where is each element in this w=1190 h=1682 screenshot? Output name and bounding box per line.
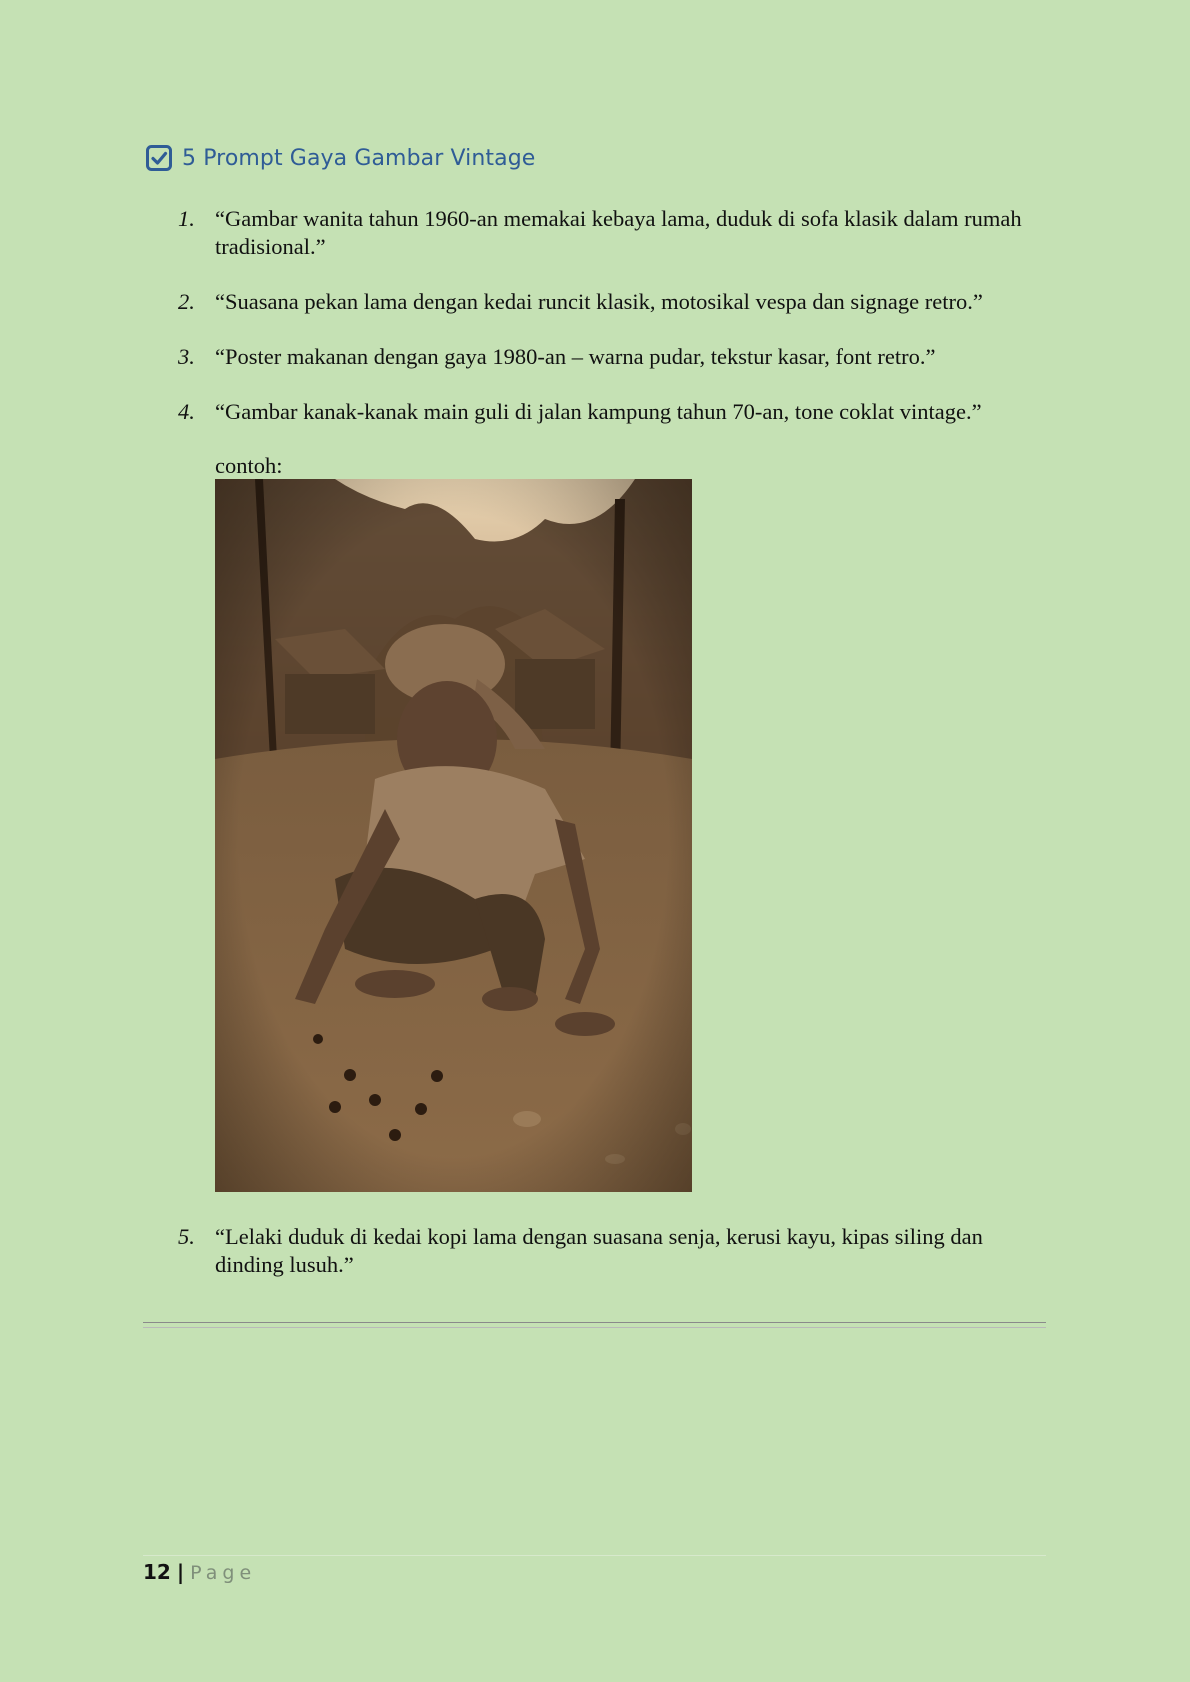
list-number: 2. — [178, 289, 195, 314]
footer-separator: | — [176, 1560, 185, 1584]
list-number: 5. — [178, 1224, 195, 1249]
list-text: “Gambar kanak-kanak main guli di jalan kampung tahun 70-an, tone coklat vintage.” — [215, 399, 982, 424]
horizontal-rule — [143, 1322, 1046, 1328]
section-heading — [145, 144, 535, 172]
checkbox-checked-icon — [145, 144, 173, 172]
section-title: 5 Prompt Gaya Gambar Vintage — [182, 145, 536, 171]
footer-divider — [143, 1555, 1046, 1556]
list-text: “Lelaki duduk di kedai kopi lama dengan suasana senja, kerusi kayu, kipas siling dan dinding lusuh.” — [215, 1224, 983, 1277]
vintage-photo-illustration — [215, 479, 692, 1192]
page-word: Page — [190, 1562, 257, 1584]
list-number: 1. — [178, 206, 195, 231]
example-label: contoh: — [215, 453, 283, 478]
list-number: 3. — [178, 344, 195, 369]
list-text: “Gambar wanita tahun 1960-an memakai kebaya lama, duduk di sofa klasik dalam rumah tradisional.” — [215, 206, 1022, 259]
example-photo — [215, 479, 692, 1192]
list-text: “Suasana pekan lama dengan kedai runcit klasik, motosikal vespa dan signage retro.” — [215, 289, 983, 314]
page-footer — [143, 1560, 256, 1584]
list-number: 4. — [178, 399, 195, 424]
page-number: 12 — [143, 1560, 171, 1584]
list-text: “Poster makanan dengan gaya 1980-an – warna pudar, tekstur kasar, font retro.” — [215, 344, 936, 369]
